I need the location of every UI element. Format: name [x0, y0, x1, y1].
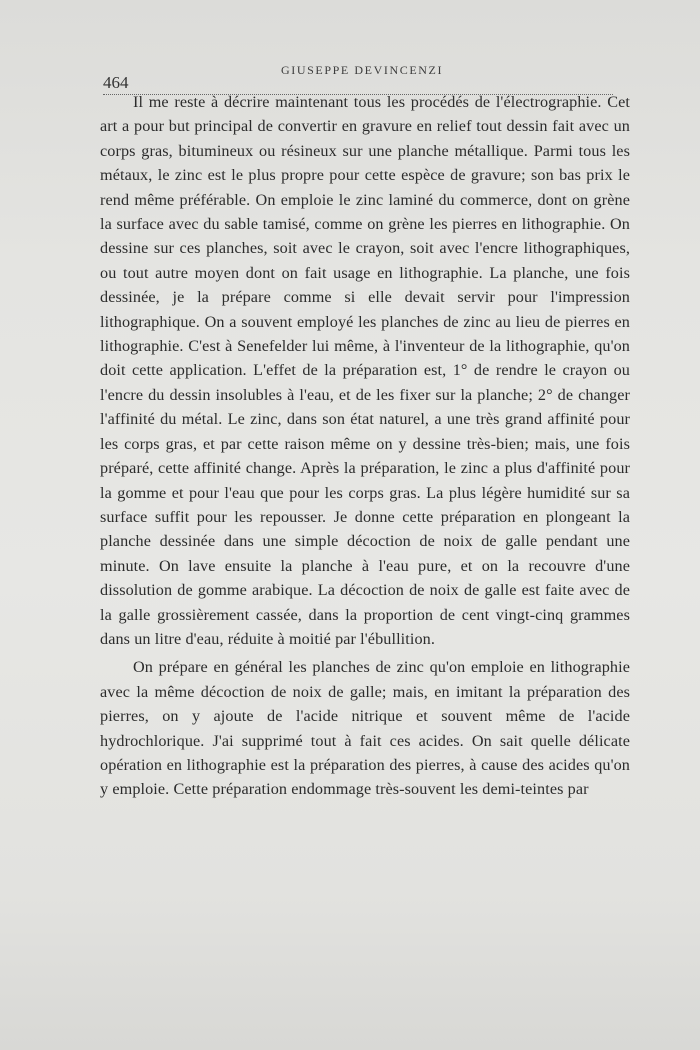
body-text [100, 90, 630, 802]
page-number: 464 [103, 73, 129, 92]
paragraph: On prépare en général les planches de zinc qu'on emploie en lithographie avec la même décoction de noix de galle; mais, en imitant la préparation des pierres, on y ajoute de l'acide nitrique et souvent même de l'acide hydrochlorique. J'ai supprimé tout à fait ces acides. On sait quelle délicate opération en lithographie est la préparation des pierres, à cause des acides qu'on y emploie. Cette préparation endommage très-souvent les demi-teintes par [100, 658, 630, 799]
running-head: GIUSEPPE DEVINCENZI [281, 63, 444, 77]
paragraph: Il me reste à décrire maintenant tous les procédés de l'électrographie. Cet art a pour but principal de convertir en gravure en relief tout dessin fait avec un corps gras, bitumineux ou résineux sur une planche métallique. Parmi tous les métaux, le zinc est le plus propre pour cette espèce de gravure; son bas prix le rend même préférable. On emploie le zinc laminé du commerce, dont on grène la surface avec du sable tamisé, comme on grène les pierres en lithographie. On dessine sur ces planches, soit avec le crayon, soit avec l'encre lithographiques, ou tout autre moyen dont on fait usage en lithographie. La planche, une fois dessinée, je la prépare comme si elle devait servir pour l'impression lithographique. On a souvent employé les planches de zinc au lieu de pierres en lithographie. C'est à Senefelder lui même, à l'inventeur de la lithographie, qu'on doit cette application. L'effet de la préparation est, 1° de rendre le crayon ou l'encre du dessin insolubles à l'eau, et de les fixer sur la planche; 2° de changer l'affinité du métal. Le zinc, dans son état naturel, a une très grand affinité pour les corps gras, et par cette raison même on y dessine très-bien; mais, une fois préparé, cette affinité change. Après la préparation, le zinc a plus d'affinité pour la gomme et pour l'eau que pour les corps gras. La plus légère humidité sur sa surface suffit pour les repousser. Je donne cette préparation en plongeant la planche dessinée dans une simple décoction de noix de galle pendant une minute. On lave ensuite la planche à l'eau pure, et on la recouvre d'une dissolution de gomme arabique. La décoction de noix de galle est faite avec de la galle grossièrement cassée, dans la proportion de cent vingt-cinq grammes dans un litre d'eau, réduite à moitié par l'ébullition. [100, 93, 630, 648]
